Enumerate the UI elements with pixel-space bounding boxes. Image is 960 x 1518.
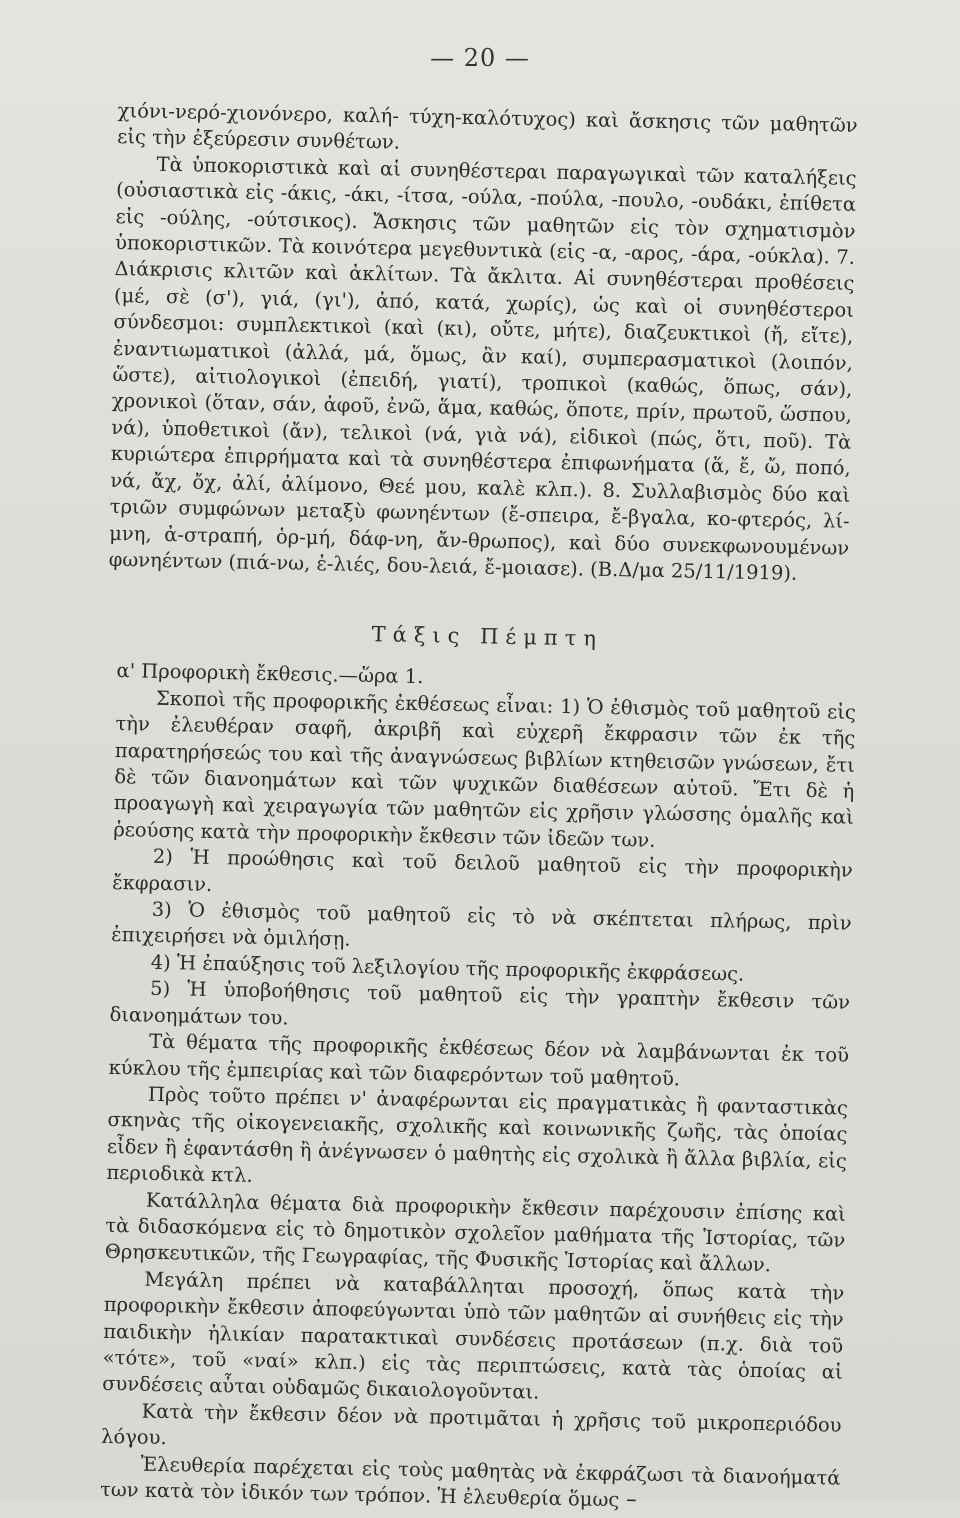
paragraph-attention: Μεγάλη πρέπει νὰ καταβάλληται προσοχή, ὅπως κατὰ τὴν προφορικὴν ἔκθεσιν ἀποφεύγωνται ὑπὸ τῶν μαθητῶν αἱ συνήθεις εἰς τὴν παιδικὴν ἡλικίαν παρατακτικαὶ συνδέσεις προτάσεων (π.χ. διὰ τοῦ «τότε», τοῦ «ναί» κλπ.) εἰς τὰς περιπτώσεις, κατὰ τὰς ὁποίας αἱ συνδέσεις αὗται οὐδαμῶς δικαιολογοῦνται. xyxy=(101,1267,845,1404)
paragraph-aim-4: 4) Ἡ ἐπαύξησις τοῦ λεξιλογίου τῆς προφορικῆς ἐκφράσεως. xyxy=(150,950,745,986)
paragraph-scenes: Πρὸς τοῦτο πρέπει ν' ἀναφέρωνται εἰς πραγματικὰς ἢ φανταστικὰς σκηνὰς τῆς οἰκογενειακῆς, σχολικῆς καὶ κοινωνικῆς ζωῆς, τὰς ὁποίας εἶδεν ἢ ἐφαντάσθη ἢ ἀνέγνωσεν ὁ μαθητὴς εἰς σχολικὰ ἢ ἄλλα βιβλία, εἰς περιοδικὰ κτλ. xyxy=(106,1082,849,1187)
lower-text-block xyxy=(100,598,858,1518)
paragraph-aim-5: 5) Ἡ ὑποβοήθησις τοῦ μαθητοῦ εἰς τὴν γραπτὴν ἔκθεσιν τῶν διανοημάτων του. xyxy=(109,977,851,1030)
section-heading: Τάξις Πέμπτη xyxy=(371,622,604,651)
paragraph-aims: Σκοποὶ τῆς προφορικῆς ἐκθέσεως εἶναι: 1) Ὁ ἐθισμὸς τοῦ μαθητοῦ εἰς τὴν ἐλευθέραν σαφῆ, ἀκριβῆ καὶ εὐχερῆ ἔκφρασιν τῶν ἐκ τῆς παρατηρήσεώς του καὶ τῆς ἀναγνώσεως βιβλίων κτηθεισῶν γνώσεων, ἔτι δὲ τῶν διανοημάτων καὶ τῶν ψυχικῶν διαθέσεων αὐτοῦ. Ἔτι δὲ ἡ προαγωγὴ καὶ χειραγωγία τῶν μαθητῶν εἰς χρῆσιν γλώσσης ὁμαλῆς καὶ ῥεούσης κατὰ τὴν προφορικὴν ἔκθεσιν τῶν ἰδεῶν των. xyxy=(113,686,857,852)
paragraph-short-periods: Κατὰ τὴν ἔκθεσιν δέον νὰ προτιμᾶται ἡ χρῆσις τοῦ μικροπεριόδου λόγου. xyxy=(100,1399,842,1450)
paragraph-aim-2: 2) Ἡ προώθησις καὶ τοῦ δειλοῦ μαθητοῦ εἰς τὴν προφορικὴν ἔκφρασιν. xyxy=(112,845,853,896)
upper-text-block xyxy=(108,98,857,588)
intro-line: χιόνι-νερό-χιονόνερο, καλή- τύχη-καλότυχος) καὶ ἄσκησις τῶν μαθητῶν εἰς τὴν ἐξεύρεσιν συνθέτων. xyxy=(116,98,858,155)
grammar-paragraph: Τὰ ὑποκοριστικὰ καὶ αἱ συνηθέστεραι παραγωγικαὶ τῶν καταλήξεις (οὐσιαστικὰ εἰς -άκις, -άκι, -ίτσα, -ούλα, -πούλα, -πουλο, -ουδάκι, ἐπίθετα εἰς -ούλης, -ούτσικος). Ἄσκησις τῶν μαθητῶν εἰς τὸν σχηματισμὸν ὑποκοριστικῶν. Τὰ κοινότερα μεγεθυντικὰ (εἰς -α, -αρος, -άρα, -ούκλα). 7. Διάκρισις κλιτῶν καὶ ἀκλίτων. Τὰ ἄκλιτα. Αἱ συνηθέστεραι προθέσεις (μέ, σὲ (σ'), γιά, (γι'), ἀπό, κατά, χωρίς), ὡς καὶ οἱ συνηθέστεροι σύνδεσμοι: συμπλεκτικοὶ (καὶ (κι), οὔτε, μήτε), διαζευκτικοὶ (ἤ, εἴτε), ἐναντιωματικοὶ (ἀλλά, μά, ὅμως, ἂν καί), συμπερασματικοὶ (λοιπόν, ὥστε), αἰτιολογικοὶ (ἐπειδή, γιατί), τροπικοὶ (καθώς, ὅπως, σάν), χρονικοὶ (ὅταν, σάν, ἀφοῦ, ἐνῶ, ἅμα, καθώς, ὅποτε, πρίν, πρωτοῦ, ὥσπου, νά), ὑποθετικοὶ (ἄν), τελικοὶ (νά, γιὰ νά), εἰδικοὶ (πώς, ὅτι, ποῦ). Τὰ κυριώτερα ἐπιρρήματα καὶ τὰ συνηθέστερα ἐπιφωνήματα (ἅ, ἔ, ὤ, ποπό, νά, ἄχ, ὄχ, ἀλί, ἀλίμονο, Θεέ μου, καλὲ κλπ.). 8. Συλλαβισμὸς δύο καὶ τριῶν συμφώνων μεταξὺ φωνηέντων (ἔ-σπειρα, ἔ-βγαλα, κο-φτερός, λί-μνη, ἀ-στραπή, ὁρ-μή, δάφ-νη, ἄν-θρωπος), καὶ δύο συνεκφωνουμένων φωνηέντων (πιά-νω, ἐ-λιές, δου-λειά, ἔ-μοιασε). (Β.Δ/μα 25/11/1919). xyxy=(108,152,857,585)
page-number: — 20 — xyxy=(430,44,530,72)
paragraph-topics: Τὰ θέματα τῆς προφορικῆς ἐκθέσεως δέον νὰ λαμβάνωνται ἐκ τοῦ κύκλου τῆς ἐμπειρίας καὶ τῶν διαφερόντων τοῦ μαθητοῦ. xyxy=(108,1029,850,1090)
pencil-mark: − xyxy=(625,1492,638,1509)
paragraph-subjects: Κατάλληλα θέματα διὰ προφορικὴν ἔκθεσιν παρέχουσιν ἐπίσης καὶ τὰ διδασκόμενα εἰς τὸ δημοτικὸν σχολεῖον μαθήματα τῆς Ἱστορίας, τῶν Θρησκευτικῶν, τῆς Γεωγραφίας, τῆς Φυσικῆς Ἱστορίας καὶ ἄλλων. xyxy=(104,1188,847,1277)
paragraph-aim-3: 3) Ὁ ἐθισμὸς τοῦ μαθητοῦ εἰς τὸ νὰ σκέπτεται πλήρως, πρὶν ἐπιχειρήσει νὰ ὁμιλήσῃ. xyxy=(111,897,852,952)
section-subheading: α' Προφορικὴ ἔκθεσις.—ὥρα 1. xyxy=(116,659,424,689)
paragraph-freedom-text: Ἐλευθερία παρέχεται εἰς τοὺς μαθητὰς νὰ ἐκφράζωσι τὰ διανοήματά των κατὰ τὸν ἰδικόν των τρόπον. Ἡ ἐλευθερία ὅμως xyxy=(99,1452,841,1512)
